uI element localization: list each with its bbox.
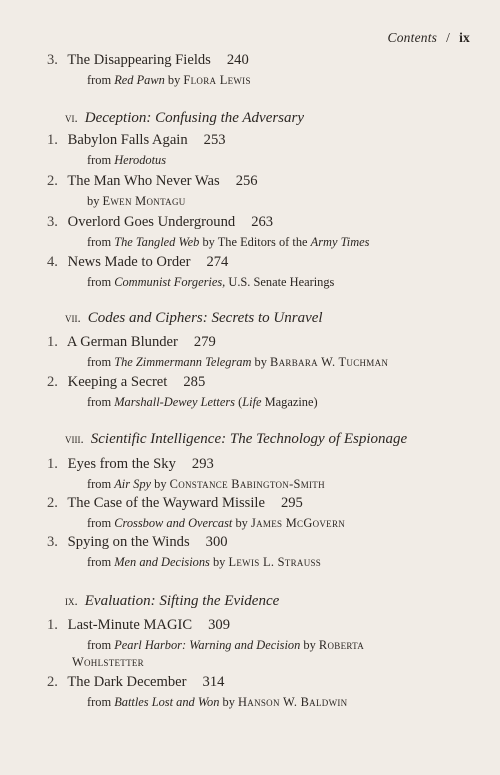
- text-span: from: [87, 235, 112, 249]
- text-span: from: [87, 516, 112, 530]
- text-span: ix.: [65, 593, 78, 608]
- text-span: Men and Decisions: [114, 555, 210, 569]
- text-span: James McGovern: [250, 516, 346, 530]
- text-span: Babylon Falls Again: [67, 132, 188, 148]
- toc-entry: [47, 333, 467, 371]
- text-span: U.S. Senate Hearings: [228, 275, 335, 289]
- entry-title-line: [47, 172, 467, 190]
- text-span: 3.: [47, 214, 58, 230]
- text-span: vi.: [65, 110, 78, 125]
- text-span: Last-Minute MAGIC: [67, 617, 193, 633]
- entry-source: [87, 152, 467, 169]
- text-span: Constance Babington-Smith: [169, 477, 325, 491]
- entry-source: [87, 476, 467, 493]
- text-span: 1.: [47, 617, 58, 633]
- toc-entry: [47, 172, 467, 210]
- text-span: Lewis L. Strauss: [228, 555, 322, 569]
- text-span: Barbara W. Tuchman: [270, 355, 389, 369]
- text-span: Pearl Harbor: Warning and Decision: [114, 638, 301, 652]
- text-span: The Case of the Wayward Missile: [67, 495, 265, 511]
- text-span: Communist Forgeries,: [114, 275, 226, 289]
- entry-title-line: [47, 213, 467, 231]
- text-span: 2.: [47, 374, 58, 390]
- toc-entry: [47, 51, 467, 89]
- text-span: 314: [202, 674, 225, 690]
- toc-entry: [47, 253, 467, 291]
- text-span: Marshall-Dewey Letters: [114, 395, 235, 409]
- entry-source: [87, 234, 467, 251]
- entry-title-line: [47, 616, 467, 634]
- entry-title-line: [47, 333, 467, 351]
- text-span: Life: [242, 395, 262, 409]
- text-span: 300: [205, 534, 228, 550]
- text-span: The Man Who Never Was: [67, 173, 220, 189]
- toc-entry: [47, 616, 467, 671]
- entry-title-line: [47, 673, 467, 691]
- text-span: Herodotus: [114, 153, 167, 167]
- text-span: Keeping a Secret: [67, 374, 168, 390]
- text-span: Codes and Ciphers: Secrets to Unravel: [87, 310, 323, 326]
- section-heading: [65, 309, 323, 327]
- text-span: from: [87, 73, 112, 87]
- text-span: Roberta: [318, 638, 365, 652]
- text-span: Eyes from the Sky: [67, 456, 176, 472]
- text-span: Crossbow and Overcast: [114, 516, 233, 530]
- text-span: 2.: [47, 173, 58, 189]
- text-span: Deception: Confusing the Adversary: [84, 110, 305, 126]
- text-span: 2.: [47, 495, 58, 511]
- running-head-separator: /: [446, 30, 451, 45]
- text-span: from: [87, 355, 112, 369]
- entry-title-line: [47, 253, 467, 271]
- entry-title-line: [47, 51, 467, 69]
- text-span: by The Editors of the: [202, 235, 308, 249]
- entry-title-line: [47, 455, 467, 473]
- text-span: Ewen Montagu: [102, 194, 186, 208]
- text-span: from: [87, 275, 112, 289]
- text-span: from: [87, 477, 112, 491]
- entry-source: [87, 515, 467, 532]
- text-span: by: [154, 477, 167, 491]
- toc-entry: [47, 673, 467, 711]
- text-span: 295: [280, 495, 303, 511]
- text-span: by: [254, 355, 267, 369]
- section-heading: [65, 592, 279, 610]
- entry-source: [87, 694, 467, 711]
- toc-entry: [47, 494, 467, 532]
- entry-source: [87, 354, 467, 371]
- entry-number: 3.: [47, 52, 58, 68]
- text-span: The Dark December: [67, 674, 187, 690]
- entry-source: [87, 193, 467, 210]
- page-number: ix: [459, 30, 470, 45]
- text-span: 1.: [47, 132, 58, 148]
- text-span: 309: [208, 617, 230, 633]
- entry-title-line: [47, 494, 467, 512]
- text-span: 4.: [47, 254, 58, 270]
- entry-page: 240: [226, 52, 249, 68]
- running-head: [388, 30, 470, 46]
- text-span: 256: [235, 173, 258, 189]
- text-span: from: [87, 395, 112, 409]
- entry-source: [72, 637, 467, 671]
- text-span: Wohlstetter: [72, 655, 144, 669]
- text-span: (: [238, 395, 243, 409]
- entry-source: [87, 72, 467, 89]
- text-span: 2.: [47, 674, 58, 690]
- text-span: Evaluation: Sifting the Evidence: [84, 593, 280, 609]
- text-span: by: [212, 555, 226, 569]
- toc-entry: [47, 373, 467, 411]
- text-span: 1.: [47, 456, 58, 472]
- toc-entry: [47, 213, 467, 251]
- text-span: Scientific Intelligence: The Technology of Espionage: [90, 431, 408, 447]
- text-span: by: [303, 638, 316, 652]
- text-span: News Made to Order: [67, 254, 191, 270]
- entry-source: [87, 554, 467, 571]
- text-span: Hanson W. Baldwin: [238, 695, 348, 709]
- entry-title-line: [47, 131, 467, 149]
- text-span: Red Pawn: [114, 73, 165, 87]
- text-span: 285: [183, 374, 206, 390]
- section-heading: [65, 430, 407, 448]
- entry-title: The Disappearing Fields: [67, 52, 211, 68]
- text-span: Battles Lost and Won: [114, 695, 220, 709]
- text-span: 279: [193, 334, 216, 350]
- text-span: A German Blunder: [66, 334, 178, 350]
- entry-title-line: [47, 533, 467, 551]
- text-span: from: [87, 638, 112, 652]
- text-span: vii.: [65, 310, 81, 325]
- entry-source: [87, 394, 467, 411]
- text-span: 274: [206, 254, 229, 270]
- text-span: by: [235, 516, 248, 530]
- text-span: Army Times: [310, 235, 370, 249]
- text-span: by: [167, 73, 181, 87]
- text-span: Spying on the Winds: [67, 534, 190, 550]
- text-span: The Zimmermann Telegram: [114, 355, 252, 369]
- text-span: from: [87, 555, 112, 569]
- text-span: Air Spy: [114, 477, 152, 491]
- toc-entry: [47, 533, 467, 571]
- text-span: Overlord Goes Underground: [67, 214, 236, 230]
- toc-entry: [47, 131, 467, 169]
- text-span: viii.: [65, 431, 84, 446]
- text-span: The Tangled Web: [114, 235, 200, 249]
- text-span: 293: [191, 456, 214, 472]
- text-span: from: [87, 695, 112, 709]
- text-span: Flora Lewis: [183, 73, 251, 87]
- entry-source: [87, 274, 467, 291]
- text-span: 253: [203, 132, 226, 148]
- text-span: 1.: [47, 334, 58, 350]
- section-heading: [65, 109, 304, 127]
- text-span: from: [87, 153, 112, 167]
- text-span: by: [222, 695, 235, 709]
- text-span: 3.: [47, 534, 58, 550]
- text-span: Magazine): [264, 395, 318, 409]
- entry-title-line: [47, 373, 467, 391]
- text-span: 263: [251, 214, 274, 230]
- text-span: by: [87, 194, 100, 208]
- running-head-label: Contents: [387, 30, 438, 45]
- toc-entry: [47, 455, 467, 493]
